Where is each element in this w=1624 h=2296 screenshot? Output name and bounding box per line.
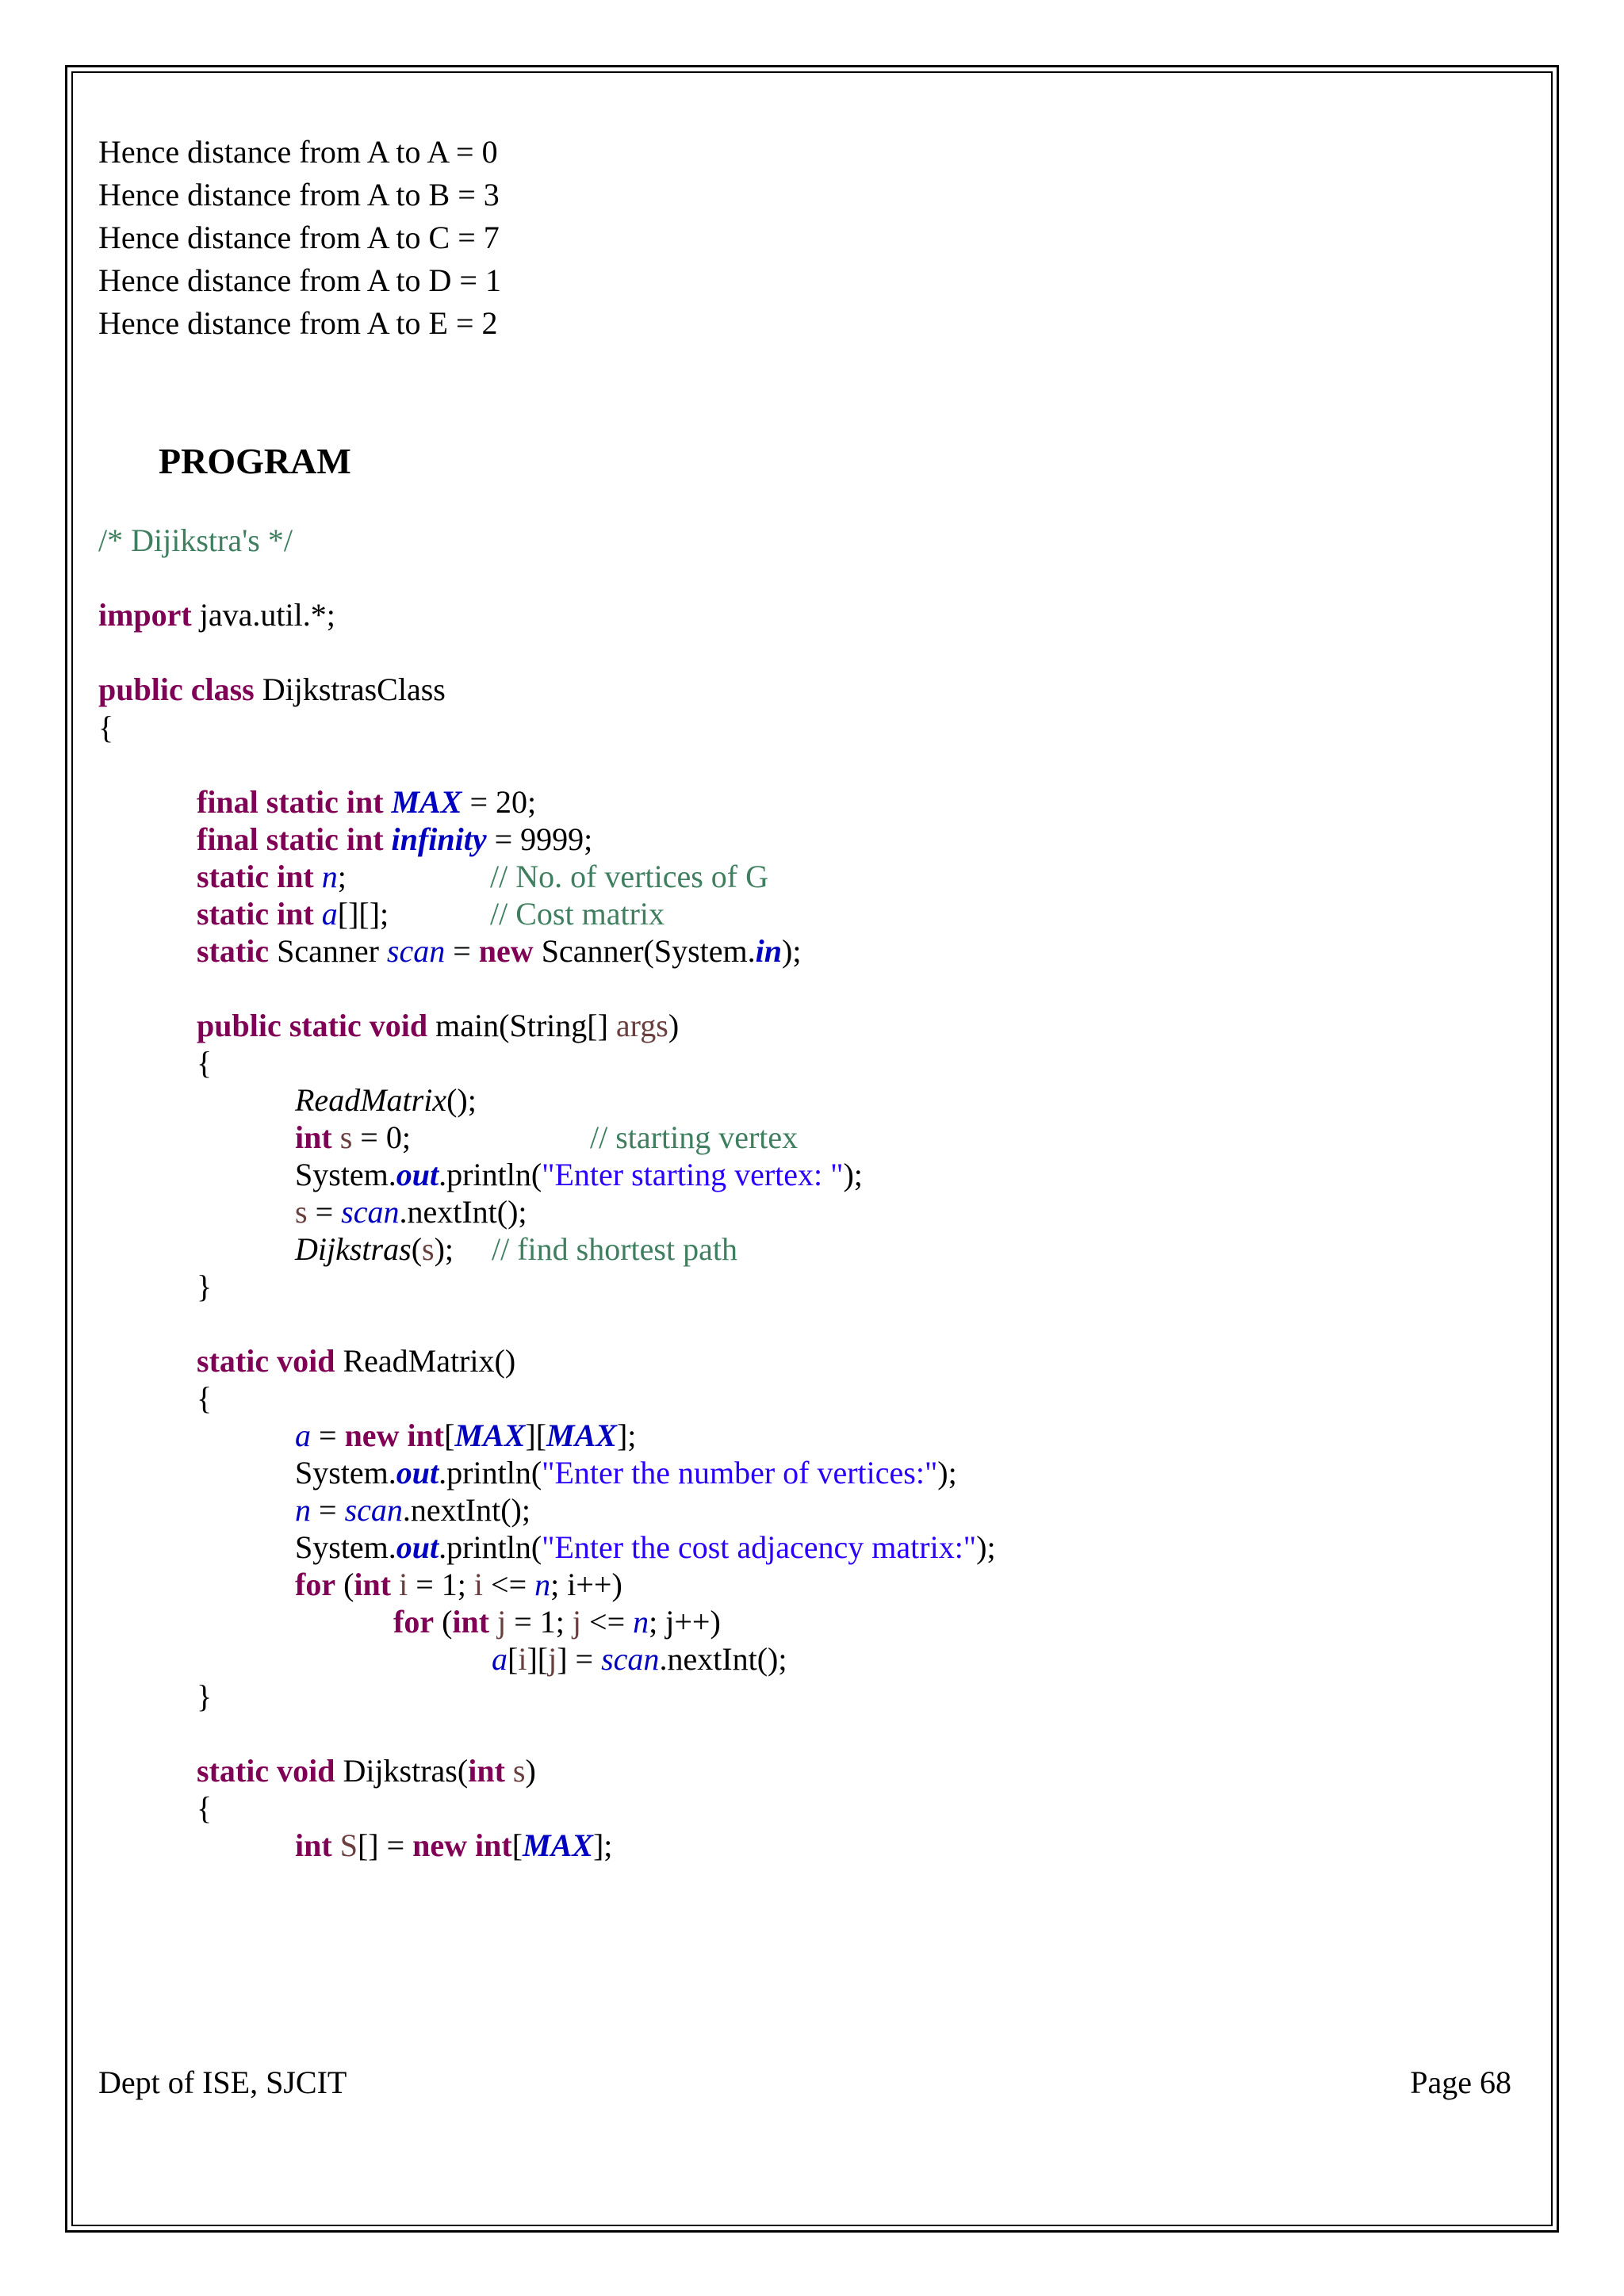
code-text: <= — [483, 1567, 535, 1602]
keyword: int — [468, 1753, 505, 1789]
code-text: ][ — [527, 1641, 549, 1677]
code-line — [197, 1007, 679, 1045]
code-text: ); — [937, 1455, 957, 1490]
code-text: [][]; — [337, 896, 389, 932]
code-text: .println( — [439, 1529, 542, 1565]
page-border-inner — [71, 71, 1553, 2226]
field: n — [633, 1604, 649, 1640]
code-line — [295, 1529, 996, 1567]
code-line — [98, 522, 293, 560]
code-text: = 1; — [506, 1604, 573, 1640]
section-heading: PROGRAM — [159, 441, 351, 481]
distance-line: Hence distance from A to B = 3 — [98, 177, 500, 212]
code-line — [295, 1156, 863, 1194]
code-line — [98, 596, 335, 634]
string-literal: "Enter the cost adjacency matrix:" — [542, 1529, 977, 1565]
keyword: final static int — [197, 821, 384, 857]
field: n — [321, 859, 338, 894]
keyword: for — [295, 1567, 336, 1602]
code-line — [197, 932, 801, 970]
code-text: ; — [337, 859, 347, 894]
code-text: ; i++) — [550, 1567, 622, 1602]
code-text: .println( — [439, 1157, 542, 1192]
keyword: new int — [344, 1418, 445, 1453]
code-text: ] = — [557, 1641, 602, 1677]
class-name: DijkstrasClass — [254, 672, 446, 707]
local-var: j — [572, 1604, 582, 1640]
code-line — [295, 1193, 527, 1231]
code-text: ][ — [525, 1418, 547, 1453]
code-line — [197, 858, 769, 896]
code-line — [197, 1380, 212, 1418]
keyword: static int — [197, 896, 314, 932]
code-text: ( — [434, 1604, 453, 1640]
code-text: ); — [976, 1529, 996, 1565]
local-var: i — [399, 1567, 408, 1602]
code-text: Scanner — [269, 933, 387, 969]
code-line — [492, 1640, 787, 1678]
code-text: System. — [295, 1157, 396, 1192]
code-line — [197, 783, 536, 821]
field: MAX — [454, 1418, 526, 1453]
local-var: s — [504, 1753, 526, 1789]
distance-line: Hence distance from A to A = 0 — [98, 134, 498, 170]
code-text: ]; — [592, 1827, 613, 1863]
code-text: ( — [411, 1231, 423, 1267]
string-literal: "Enter starting vertex: " — [542, 1157, 844, 1192]
code-text: .nextInt(); — [402, 1492, 530, 1528]
comment: // find shortest path — [492, 1231, 737, 1267]
brace: { — [197, 1790, 213, 1826]
code-text: = — [307, 1194, 342, 1230]
local-var: i — [473, 1567, 484, 1602]
code-text: .nextInt(); — [399, 1194, 527, 1230]
code-line — [295, 1566, 622, 1604]
local-var: args — [615, 1008, 668, 1043]
distance-line: Hence distance from A to C = 7 — [98, 220, 500, 255]
code-text: = 9999; — [486, 821, 593, 857]
field: out — [396, 1157, 439, 1192]
brace: { — [98, 710, 114, 745]
string-literal: "Enter the number of vertices:" — [542, 1455, 938, 1490]
code-line — [295, 1491, 530, 1529]
code-text: java.util.*; — [191, 597, 335, 633]
brace: } — [197, 1678, 213, 1714]
code-line — [197, 1752, 536, 1790]
code-line — [295, 1417, 636, 1455]
method-call: Dijkstras — [295, 1231, 412, 1267]
code-line — [197, 821, 592, 859]
code-text: [ — [444, 1418, 455, 1453]
code-line — [197, 1268, 212, 1306]
brace: } — [197, 1269, 213, 1304]
code-text: System. — [295, 1455, 396, 1490]
code-text: Scanner(System. — [533, 933, 756, 969]
code-line — [295, 1827, 612, 1865]
code-text: Dijkstras( — [335, 1753, 469, 1789]
local-var: s — [295, 1194, 308, 1230]
code-text: [ — [511, 1827, 523, 1863]
footer-page-number: Page 68 — [1410, 2064, 1511, 2100]
keyword: static int — [197, 859, 314, 894]
code-text: .println( — [439, 1455, 542, 1490]
field: out — [396, 1455, 439, 1490]
footer-dept: Dept of ISE, SJCIT — [98, 2064, 347, 2100]
keyword: int — [295, 1827, 332, 1863]
code-line — [295, 1454, 957, 1492]
field: MAX — [546, 1418, 617, 1453]
code-text: ; j++) — [649, 1604, 721, 1640]
keyword: static void — [197, 1753, 335, 1789]
field: infinity — [391, 821, 487, 857]
code-text: ]; — [616, 1418, 637, 1453]
keyword: int — [354, 1567, 392, 1602]
local-var: i — [518, 1641, 527, 1677]
keyword: new — [478, 933, 534, 969]
keyword: static — [197, 933, 270, 969]
local-var: S — [331, 1827, 358, 1863]
comment: // Cost matrix — [490, 896, 665, 932]
keyword: for — [393, 1604, 435, 1640]
field: a — [321, 896, 338, 932]
code-line — [98, 671, 446, 709]
keyword: int — [452, 1604, 490, 1640]
field: n — [295, 1492, 311, 1528]
code-text: = — [445, 933, 479, 969]
field: MAX — [391, 784, 462, 820]
brace: { — [197, 1045, 213, 1081]
code-text: <= — [581, 1604, 634, 1640]
code-line — [295, 1230, 737, 1269]
keyword: public static void — [197, 1008, 428, 1043]
code-text: ( — [335, 1567, 354, 1602]
field: a — [492, 1641, 508, 1677]
code-line — [295, 1119, 799, 1157]
keyword: import — [98, 597, 192, 633]
code-text: = 20; — [462, 784, 537, 820]
code-text: = — [311, 1492, 345, 1528]
code-line — [98, 709, 113, 747]
local-var: s — [339, 1119, 353, 1155]
code-text: main(String[] — [427, 1008, 616, 1043]
code-text: ); — [843, 1157, 863, 1192]
code-text: = 0; — [352, 1119, 411, 1155]
code-text: ReadMatrix() — [335, 1343, 516, 1379]
code-line — [197, 1044, 212, 1082]
field: out — [396, 1529, 439, 1565]
comment: // No. of vertices of G — [490, 859, 769, 894]
field: MAX — [523, 1827, 593, 1863]
keyword: public class — [98, 672, 255, 707]
code-text: (); — [446, 1082, 477, 1118]
code-line — [295, 1081, 477, 1119]
distance-line: Hence distance from A to E = 2 — [98, 305, 498, 341]
code-line — [197, 1789, 212, 1827]
code-line — [393, 1603, 721, 1641]
method-call: ReadMatrix — [295, 1082, 447, 1118]
keyword: int — [295, 1119, 332, 1155]
distance-line: Hence distance from A to D = 1 — [98, 262, 501, 298]
field: in — [755, 933, 782, 969]
local-var: s — [422, 1231, 435, 1267]
code-text: ); — [434, 1231, 454, 1267]
code-line — [197, 895, 665, 933]
field: n — [534, 1567, 551, 1602]
code-text: ); — [782, 933, 802, 969]
local-var: j — [497, 1604, 507, 1640]
field: scan — [386, 933, 446, 969]
code-text: [ — [508, 1641, 519, 1677]
code-text: System. — [295, 1529, 396, 1565]
brace: { — [197, 1380, 213, 1416]
code-text: = 1; — [408, 1567, 474, 1602]
comment: /* Dijikstra's */ — [98, 522, 293, 558]
keyword: new int — [412, 1827, 512, 1863]
code-line — [197, 1342, 515, 1380]
code-text: ) — [525, 1753, 536, 1789]
field: a — [295, 1418, 311, 1453]
field: scan — [344, 1492, 403, 1528]
code-line — [197, 1678, 212, 1716]
comment: // starting vertex — [590, 1119, 799, 1155]
code-text: = — [311, 1418, 345, 1453]
keyword: final static int — [197, 784, 384, 820]
code-text: [] = — [357, 1827, 413, 1863]
code-text: .nextInt(); — [659, 1641, 787, 1677]
code-text: ) — [668, 1008, 680, 1043]
local-var: j — [548, 1641, 557, 1677]
field: scan — [601, 1641, 660, 1677]
field: scan — [341, 1194, 400, 1230]
keyword: static void — [197, 1343, 335, 1379]
